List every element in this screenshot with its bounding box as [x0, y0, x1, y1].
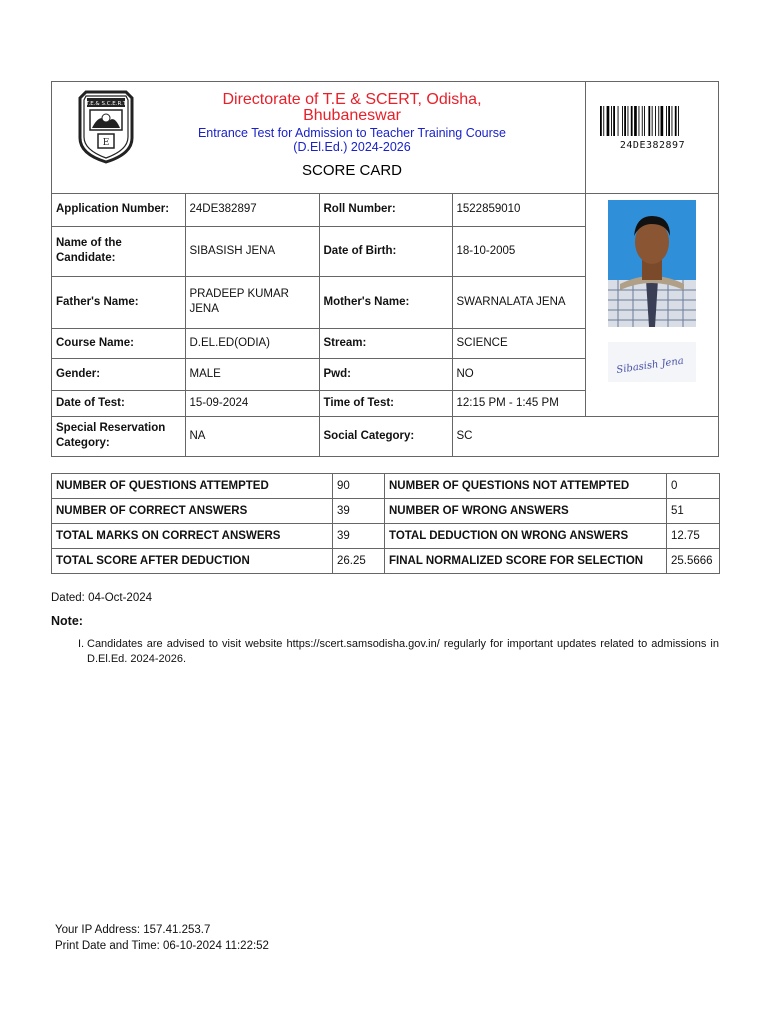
father-name-label: Father's Name:: [52, 276, 185, 328]
logo-text: T.E.& S.C.E.R.T: [85, 101, 127, 107]
score-row: [52, 549, 720, 574]
dated-text: Dated: 04-Oct-2024: [51, 592, 153, 604]
svg-text:Sibasish Jena: Sibasish Jena: [615, 355, 684, 376]
mother-name-label: Mother's Name:: [319, 276, 452, 328]
score-label: NUMBER OF QUESTIONS ATTEMPTED: [52, 474, 333, 499]
exam-subtitle: Entrance Test for Admission to Teacher Training Course (D.El.Ed.) 2024-2026: [197, 126, 507, 154]
score-row: [52, 474, 720, 499]
score-row: [52, 499, 720, 524]
note-title: Note:: [51, 614, 83, 628]
score-label: NUMBER OF WRONG ANSWERS: [385, 499, 667, 524]
course-label: Course Name:: [52, 328, 185, 358]
social-category-value: SC: [452, 416, 718, 456]
dob-value: 18-10-2005: [452, 226, 585, 276]
score-value: 0: [667, 474, 720, 499]
score-value: 90: [333, 474, 385, 499]
gender-value: MALE: [185, 358, 319, 390]
score-label: TOTAL MARKS ON CORRECT ANSWERS: [52, 524, 333, 549]
card-header: [52, 82, 718, 194]
social-category-label: Social Category:: [319, 416, 452, 456]
gender-label: Gender:: [52, 358, 185, 390]
mother-name-value: SWARNALATA JENA: [452, 276, 585, 328]
name-label: Name of the Candidate:: [52, 226, 185, 276]
svg-text:E: E: [102, 138, 110, 148]
score-card: [51, 81, 719, 457]
note-number: I.: [78, 638, 85, 650]
barcode-number: 24DE382897: [619, 140, 686, 151]
father-name-value: PRADEEP KUMAR JENA: [185, 276, 319, 328]
test-time-value: 12:15 PM - 1:45 PM: [452, 390, 585, 416]
score-value: 12.75: [667, 524, 720, 549]
score-value: 25.5666: [667, 549, 720, 574]
test-date-value: 15-09-2024: [185, 390, 319, 416]
test-time-label: Time of Test:: [319, 390, 452, 416]
name-value: SIBASISH JENA: [185, 226, 319, 276]
candidate-photo: [608, 200, 696, 327]
special-reservation-value: NA: [185, 416, 319, 456]
score-value: 26.25: [333, 549, 385, 574]
application-number-value: 24DE382897: [185, 194, 319, 226]
course-value: D.EL.ED(ODIA): [185, 328, 319, 358]
score-row: [52, 524, 720, 549]
score-value: 39: [333, 499, 385, 524]
score-table: [51, 473, 720, 574]
pwd-value: NO: [452, 358, 585, 390]
score-label: FINAL NORMALIZED SCORE FOR SELECTION: [385, 549, 667, 574]
note-text: Candidates are advised to visit website https://scert.samsodisha.gov.in/ regularly for important updates related to admissions in D.El.Ed. 2024-2026.: [87, 638, 719, 665]
note-item: [78, 637, 719, 667]
photo-signature-cell: [585, 194, 718, 416]
stream-value: SCIENCE: [452, 328, 585, 358]
score-label: TOTAL SCORE AFTER DEDUCTION: [52, 549, 333, 574]
scert-logo-icon: [78, 88, 134, 164]
pwd-label: Pwd:: [319, 358, 452, 390]
candidate-signature: [608, 342, 696, 382]
score-value: 39: [333, 524, 385, 549]
stream-label: Stream:: [319, 328, 452, 358]
application-number-label: Application Number:: [52, 194, 185, 226]
barcode-box: [585, 82, 718, 193]
dob-label: Date of Birth:: [319, 226, 452, 276]
org-name: Directorate of T.E & SCERT, Odisha, Bhubaneswar: [222, 91, 482, 124]
test-date-label: Date of Test:: [52, 390, 185, 416]
candidate-details-table: [52, 194, 718, 456]
score-label: NUMBER OF QUESTIONS NOT ATTEMPTED: [385, 474, 667, 499]
roll-number-value: 1522859010: [452, 194, 585, 226]
footer: [55, 923, 269, 954]
score-label: NUMBER OF CORRECT ANSWERS: [52, 499, 333, 524]
special-reservation-label: Special Reservation Category:: [52, 416, 185, 456]
score-label: TOTAL DEDUCTION ON WRONG ANSWERS: [385, 524, 667, 549]
barcode-icon: [600, 106, 708, 136]
roll-number-label: Roll Number:: [319, 194, 452, 226]
doc-title: SCORE CARD: [301, 162, 402, 179]
ip-address: Your IP Address: 157.41.253.7: [55, 924, 211, 936]
score-value: 51: [667, 499, 720, 524]
print-time: Print Date and Time: 06-10-2024 11:22:52: [55, 939, 269, 952]
